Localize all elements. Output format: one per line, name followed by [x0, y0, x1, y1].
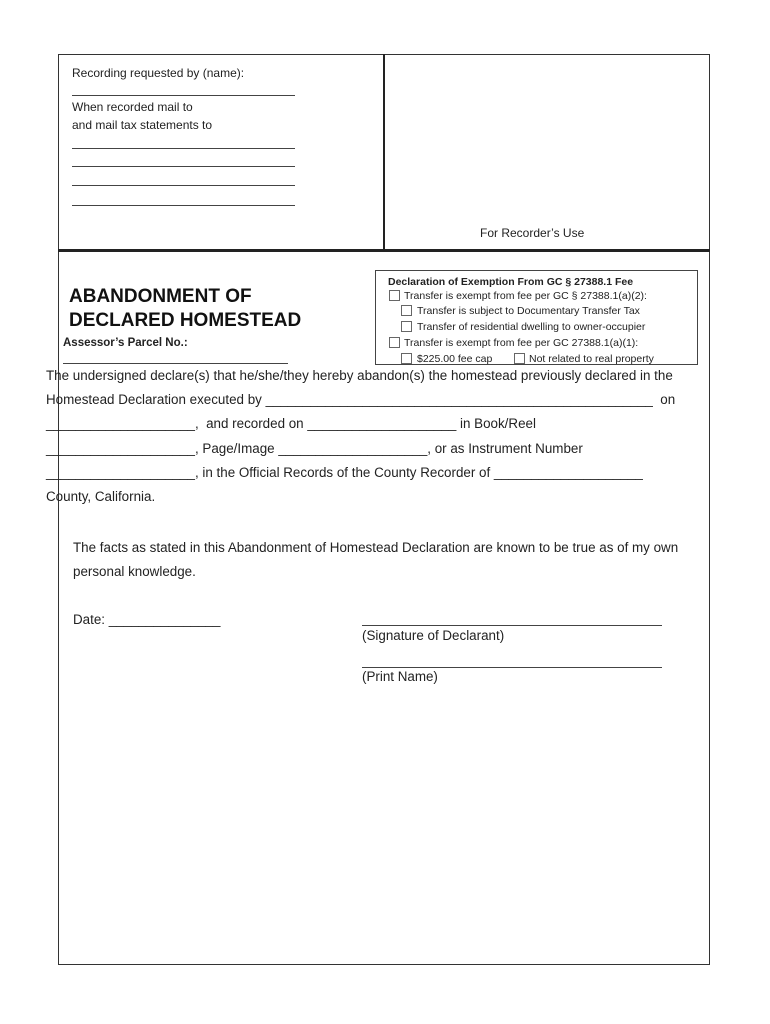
fee-cap-label: $225.00 fee cap: [417, 353, 493, 365]
body-line-2: Homestead Declaration executed by ____________________________________________________ on: [46, 392, 676, 407]
exempt-a2-checkbox[interactable]: [389, 290, 400, 301]
documentary-tax-label: Transfer is subject to Documentary Transfer Tax: [417, 305, 640, 317]
print-name-line[interactable]: [362, 667, 662, 668]
apn-field[interactable]: [63, 363, 288, 364]
signature-label: (Signature of Declarant): [362, 628, 505, 643]
apn-label: Assessor’s Parcel No.:: [63, 337, 188, 349]
header-divider-horizontal: [58, 249, 710, 252]
recording-requested-label: Recording requested by (name):: [72, 66, 245, 80]
exempt-a1-label: Transfer is exempt from fee per GC 27388.1(a)(1):: [404, 337, 639, 349]
body-line-6: County, California.: [46, 489, 156, 504]
signature-line[interactable]: [362, 625, 662, 626]
exemption-title: Declaration of Exemption From GC § 27388.1 Fee: [388, 276, 634, 288]
mail-address-field-4[interactable]: [72, 205, 295, 206]
exempt-a2-label: Transfer is exempt from fee per GC § 27388.1(a)(2):: [404, 290, 647, 302]
facts-line-1: The facts as stated in this Abandonment of Homestead Declaration are known to be true as of my own: [73, 540, 679, 555]
not-real-property-checkbox[interactable]: [514, 353, 525, 364]
owner-occupier-checkbox[interactable]: [401, 321, 412, 332]
body-line-1: The undersigned declare(s) that he/she/they hereby abandon(s) the homestead previously declared in the: [46, 368, 673, 383]
mail-address-field-3[interactable]: [72, 185, 295, 186]
mail-to-label-line1: When recorded mail to: [72, 100, 193, 114]
mail-address-field-2[interactable]: [72, 166, 295, 167]
requested-by-name-field[interactable]: [72, 95, 295, 96]
fee-cap-checkbox[interactable]: [401, 353, 412, 364]
body-line-4: ____________________, Page/Image ____________________, or as Instrument Number: [46, 441, 583, 456]
document-title-line1: ABANDONMENT OF: [69, 286, 252, 307]
documentary-tax-checkbox[interactable]: [401, 305, 412, 316]
mail-to-label-line2: and mail tax statements to: [72, 118, 213, 132]
facts-line-2: personal knowledge.: [73, 564, 196, 579]
print-name-label: (Print Name): [362, 669, 438, 684]
recorders-use-label: For Recorder’s Use: [480, 226, 585, 240]
date-field[interactable]: Date: _______________: [73, 612, 221, 627]
owner-occupier-label: Transfer of residential dwelling to owner-occupier: [417, 321, 646, 333]
mail-address-field-1[interactable]: [72, 148, 295, 149]
body-line-5: ____________________, in the Official Records of the County Recorder of ____________________: [46, 465, 643, 480]
exempt-a1-checkbox[interactable]: [389, 337, 400, 348]
document-title-line2: DECLARED HOMESTEAD: [69, 310, 302, 331]
not-real-property-label: Not related to real property: [529, 353, 654, 365]
header-divider-vertical: [383, 54, 385, 250]
body-line-3: ____________________, and recorded on ____________________ in Book/Reel: [46, 416, 536, 431]
